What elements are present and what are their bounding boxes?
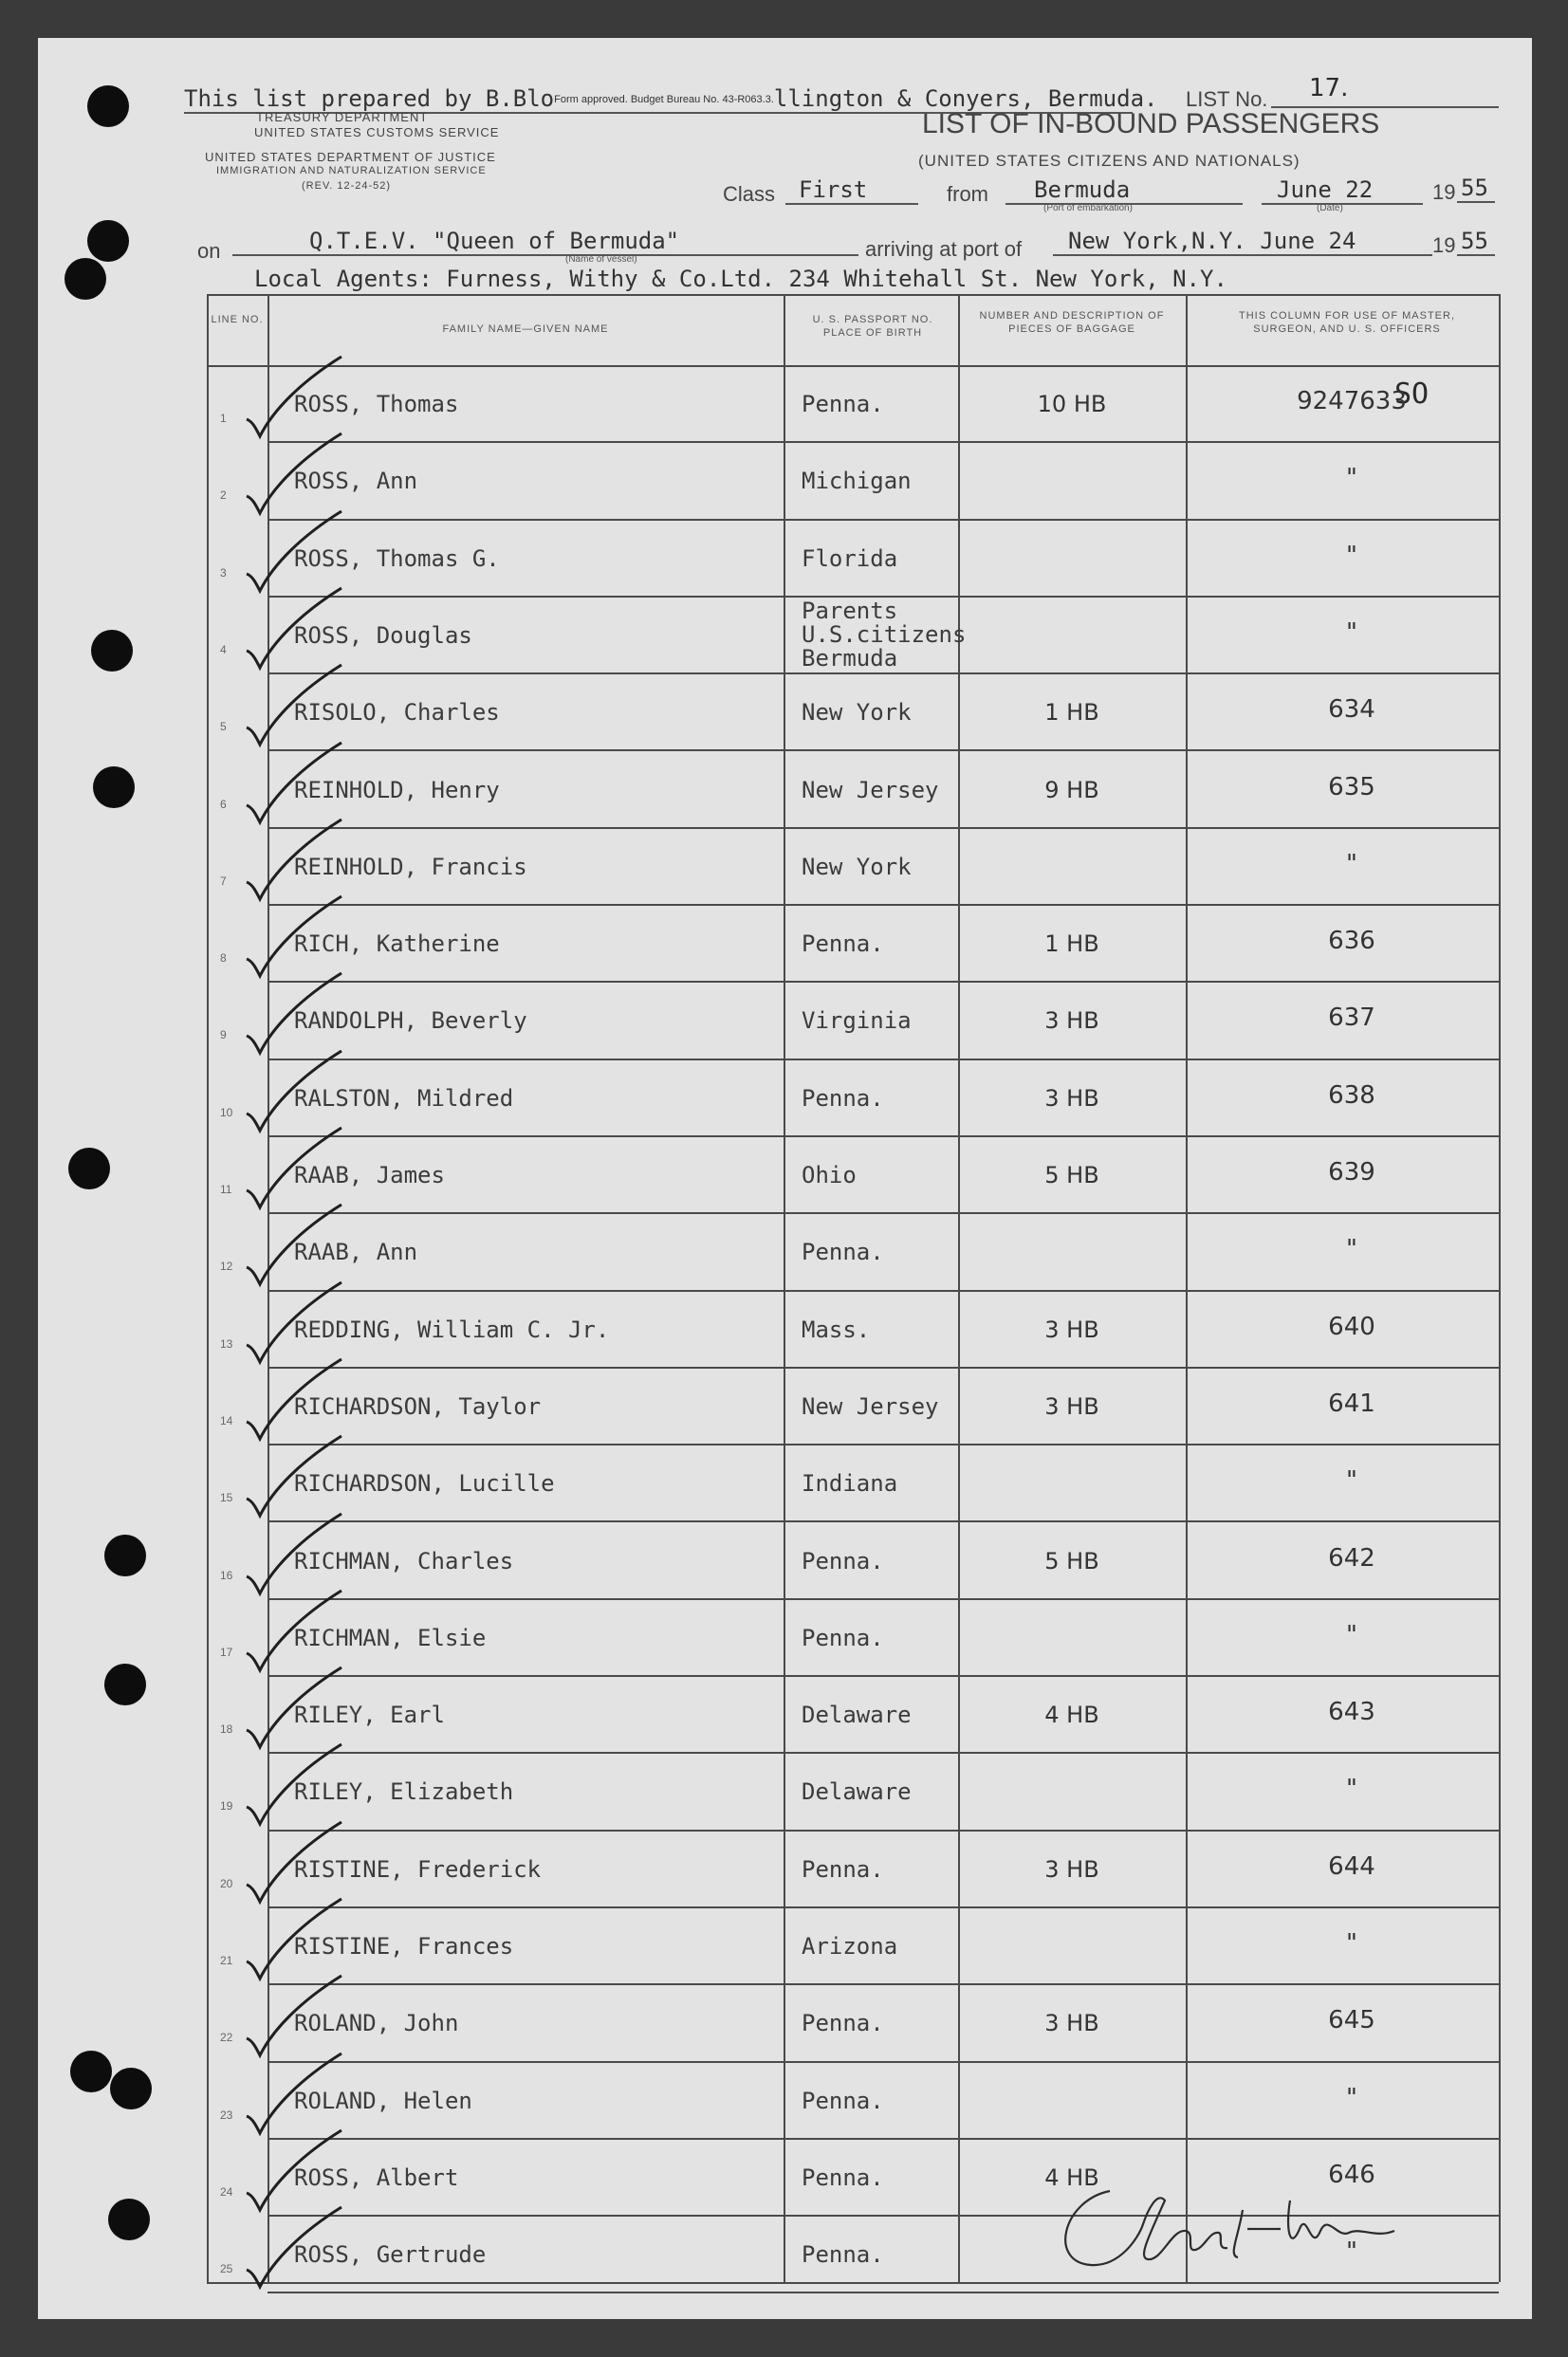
corner-mark: SO bbox=[1394, 377, 1430, 411]
justice-dept: UNITED STATES DEPARTMENT OF JUSTICE bbox=[205, 150, 496, 164]
from-caption: (Port of embarkation) bbox=[1043, 203, 1133, 213]
passenger-name: RILEY, Earl bbox=[294, 1702, 445, 1729]
officer-entry: 643 bbox=[1328, 1698, 1375, 1727]
baggage: 3 HB bbox=[1044, 1855, 1099, 1883]
line-number: 16 bbox=[220, 1568, 233, 1582]
officer-entry: 637 bbox=[1328, 1004, 1375, 1033]
place-of-birth: Penna. bbox=[802, 391, 884, 417]
place-of-birth: Mass. bbox=[802, 1316, 871, 1343]
baggage: 4 HB bbox=[1044, 1702, 1099, 1729]
passenger-name: RICHARDSON, Lucille bbox=[294, 1470, 555, 1498]
punch-hole bbox=[87, 85, 129, 127]
passenger-name: RILEY, Elizabeth bbox=[294, 1778, 514, 1806]
officer-entry: " bbox=[1346, 2083, 1357, 2112]
place-of-birth: Arizona bbox=[802, 1933, 898, 1960]
officer-entry: " bbox=[1346, 1775, 1357, 1804]
officer-entry: 9247633 bbox=[1297, 387, 1407, 415]
prepared-by-line: This list prepared by B.BloForm approved. Budget Bureau No. 43-R063.3.llington & Conyers, Bermuda. bbox=[184, 85, 1158, 112]
line-number: 11 bbox=[220, 1183, 232, 1196]
line-number: 24 bbox=[220, 2184, 233, 2199]
place-of-birth: Penna. bbox=[802, 2087, 884, 2114]
officer-entry: 645 bbox=[1328, 2006, 1375, 2035]
passenger-name: ROLAND, Helen bbox=[294, 2087, 472, 2114]
place-of-birth: Penna. bbox=[802, 930, 884, 958]
class-label: Class bbox=[723, 182, 776, 206]
officer-entry: " bbox=[1346, 464, 1357, 493]
place-of-birth: New Jersey bbox=[802, 1392, 939, 1420]
col-line-no: LINE NO. bbox=[211, 314, 264, 325]
passenger-name: ROSS, Albert bbox=[294, 2164, 459, 2191]
baggage: 3 HB bbox=[1044, 1084, 1099, 1112]
officer-entry: " bbox=[1346, 849, 1357, 878]
line-number: 22 bbox=[220, 2031, 233, 2045]
col-passport: U. S. PASSPORT NO. PLACE OF BIRTH bbox=[812, 314, 933, 339]
officer-entry: 638 bbox=[1328, 1080, 1375, 1110]
vessel-name: Q.T.E.V. "Queen of Bermuda" bbox=[309, 228, 680, 254]
passenger-name: RISTINE, Frederick bbox=[294, 1855, 542, 1883]
baggage: 3 HB bbox=[1044, 1007, 1099, 1035]
rev-date: (REV. 12-24-52) bbox=[302, 180, 392, 192]
departure-date: June 22 bbox=[1277, 176, 1374, 203]
passenger-name: RAAB, James bbox=[294, 1162, 445, 1188]
arrival-port-date: New York,N.Y. June 24 bbox=[1068, 228, 1356, 254]
line-number: 25 bbox=[220, 2262, 233, 2276]
passenger-name: ROLAND, John bbox=[294, 2010, 459, 2037]
place-of-birth: Florida bbox=[802, 544, 898, 572]
list-no-label: LIST No. bbox=[1186, 87, 1268, 111]
check-mark-icon bbox=[235, 2203, 349, 2298]
immigration-service: IMMIGRATION AND NATURALIZATION SERVICE bbox=[216, 165, 487, 176]
line-number: 6 bbox=[220, 797, 227, 811]
officer-entry: 644 bbox=[1328, 1851, 1375, 1881]
officer-entry: " bbox=[1346, 1929, 1357, 1958]
baggage: 5 HB bbox=[1044, 1547, 1099, 1574]
passenger-name: ROSS, Thomas bbox=[294, 391, 459, 417]
baggage: 10 HB bbox=[1037, 391, 1107, 417]
line-number: 10 bbox=[220, 1105, 233, 1119]
arrival-year-prefix: 19 bbox=[1432, 233, 1456, 257]
baggage: 5 HB bbox=[1044, 1162, 1099, 1188]
place-of-birth: Penna. bbox=[802, 1239, 884, 1266]
place-of-birth: Penna. bbox=[802, 2241, 884, 2269]
class-value: First bbox=[799, 176, 868, 203]
officer-entry: 646 bbox=[1328, 2160, 1375, 2189]
passenger-name: ROSS, Douglas bbox=[294, 621, 472, 649]
passenger-name: RALSTON, Mildred bbox=[294, 1084, 514, 1112]
line-number: 4 bbox=[220, 642, 227, 656]
place-of-birth: Penna. bbox=[802, 1855, 884, 1883]
row-rule bbox=[267, 2292, 1499, 2293]
officer-entry: " bbox=[1346, 2237, 1357, 2267]
officer-entry: 635 bbox=[1328, 772, 1375, 801]
punch-hole bbox=[87, 220, 129, 262]
baggage: 3 HB bbox=[1044, 1392, 1099, 1420]
passenger-name: RANDOLPH, Beverly bbox=[294, 1007, 527, 1035]
year-prefix: 19 bbox=[1432, 180, 1456, 204]
line-number: 8 bbox=[220, 951, 227, 966]
officer-entry: " bbox=[1346, 617, 1357, 647]
place-of-birth: Penna. bbox=[802, 1547, 884, 1574]
place-of-birth: Penna. bbox=[802, 1084, 884, 1112]
col-baggage: NUMBER AND DESCRIPTION OF PIECES OF BAGGAGE bbox=[979, 310, 1165, 335]
baggage: 3 HB bbox=[1044, 2010, 1099, 2037]
list-no: 17. bbox=[1309, 74, 1349, 102]
line-number: 13 bbox=[220, 1336, 233, 1351]
line-number: 12 bbox=[220, 1260, 233, 1274]
departure-year: 55 bbox=[1461, 175, 1488, 201]
line-number: 15 bbox=[220, 1491, 233, 1505]
place-of-birth: Ohio bbox=[802, 1162, 857, 1188]
line-number: 1 bbox=[220, 412, 227, 425]
passenger-name: RISOLO, Charles bbox=[294, 699, 500, 727]
line-number: 18 bbox=[220, 1722, 233, 1737]
passenger-name: RICHARDSON, Taylor bbox=[294, 1392, 542, 1420]
from-label: from bbox=[947, 182, 988, 206]
place-of-birth: New Jersey bbox=[802, 776, 939, 803]
place-of-birth: New York bbox=[802, 699, 912, 727]
col-name: FAMILY NAME—GIVEN NAME bbox=[442, 323, 609, 335]
treasury-dept: TREASURY DEPARTMENT bbox=[256, 110, 429, 124]
place-of-birth: Penna. bbox=[802, 2010, 884, 2037]
col-officers: THIS COLUMN FOR USE OF MASTER, SURGEON, AND U. S. OFFICERS bbox=[1238, 310, 1455, 335]
local-agents: Local Agents: Furness, Withy & Co.Ltd. 234 Whitehall St. New York, N.Y. bbox=[254, 266, 1227, 292]
line-number: 19 bbox=[220, 1799, 233, 1814]
place-of-birth: Michigan bbox=[802, 468, 912, 495]
passenger-name: RICHMAN, Charles bbox=[294, 1547, 514, 1574]
place-of-birth: Indiana bbox=[802, 1470, 898, 1498]
date-caption: (Date) bbox=[1317, 203, 1343, 213]
officer-entry: 639 bbox=[1328, 1158, 1375, 1187]
baggage: 4 HB bbox=[1044, 2164, 1099, 2191]
customs-service: UNITED STATES CUSTOMS SERVICE bbox=[254, 125, 500, 139]
form-subtitle: (UNITED STATES CITIZENS AND NATIONALS) bbox=[918, 152, 1301, 170]
from-value: Bermuda bbox=[1034, 176, 1131, 203]
line-number: 21 bbox=[220, 1954, 233, 1967]
on-label: on bbox=[197, 239, 221, 263]
line-number: 9 bbox=[220, 1028, 227, 1042]
passenger-name: RAAB, Ann bbox=[294, 1239, 418, 1266]
arrival-year: 55 bbox=[1461, 228, 1488, 254]
baggage: 1 HB bbox=[1044, 699, 1099, 727]
baggage: 3 HB bbox=[1044, 1316, 1099, 1343]
line-number: 7 bbox=[220, 874, 227, 888]
place-of-birth: Virginia bbox=[802, 1007, 912, 1035]
arriving-label: arriving at port of bbox=[865, 237, 1023, 261]
officer-entry: 642 bbox=[1328, 1543, 1375, 1573]
place-of-birth: New York bbox=[802, 853, 912, 880]
passenger-name: REINHOLD, Francis bbox=[294, 853, 527, 880]
place-of-birth: Penna. bbox=[802, 2164, 884, 2191]
passenger-name: RICHMAN, Elsie bbox=[294, 1624, 487, 1651]
officer-entry: 641 bbox=[1328, 1389, 1375, 1418]
line-number: 14 bbox=[220, 1413, 233, 1427]
passenger-name: REDDING, William C. Jr. bbox=[294, 1316, 610, 1343]
passenger-name: RICH, Katherine bbox=[294, 930, 500, 958]
officer-entry: 634 bbox=[1328, 695, 1375, 725]
passenger-name: REINHOLD, Henry bbox=[294, 776, 500, 803]
passenger-name: ROSS, Gertrude bbox=[294, 2241, 487, 2269]
officer-entry: 640 bbox=[1328, 1312, 1375, 1341]
line-number: 20 bbox=[220, 1876, 233, 1890]
officer-entry: " bbox=[1346, 1235, 1357, 1264]
passenger-name: ROSS, Thomas G. bbox=[294, 544, 500, 572]
place-of-birth: Delaware bbox=[802, 1778, 912, 1806]
line-number: 3 bbox=[220, 565, 227, 580]
baggage: 9 HB bbox=[1044, 776, 1099, 803]
form-title: LIST OF IN-BOUND PASSENGERS bbox=[922, 108, 1380, 139]
punch-hole bbox=[65, 258, 106, 300]
place-of-birth: Delaware bbox=[802, 1702, 912, 1729]
officer-entry: " bbox=[1346, 1620, 1357, 1649]
vessel-caption: (Name of vessel) bbox=[565, 254, 637, 265]
place-of-birth: Parents U.S.citizens Bermuda bbox=[802, 597, 967, 672]
line-number: 5 bbox=[220, 720, 227, 734]
line-number: 2 bbox=[220, 488, 227, 503]
officer-entry: " bbox=[1346, 1466, 1357, 1496]
line-number: 17 bbox=[220, 1645, 233, 1659]
baggage: 1 HB bbox=[1044, 930, 1099, 958]
officer-entry: 636 bbox=[1328, 927, 1375, 956]
passenger-name: ROSS, Ann bbox=[294, 468, 418, 495]
line-number: 23 bbox=[220, 2108, 233, 2122]
passenger-name: RISTINE, Frances bbox=[294, 1933, 514, 1960]
officer-signature bbox=[1053, 2172, 1423, 2286]
place-of-birth: Penna. bbox=[802, 1624, 884, 1651]
officer-entry: " bbox=[1346, 541, 1357, 570]
